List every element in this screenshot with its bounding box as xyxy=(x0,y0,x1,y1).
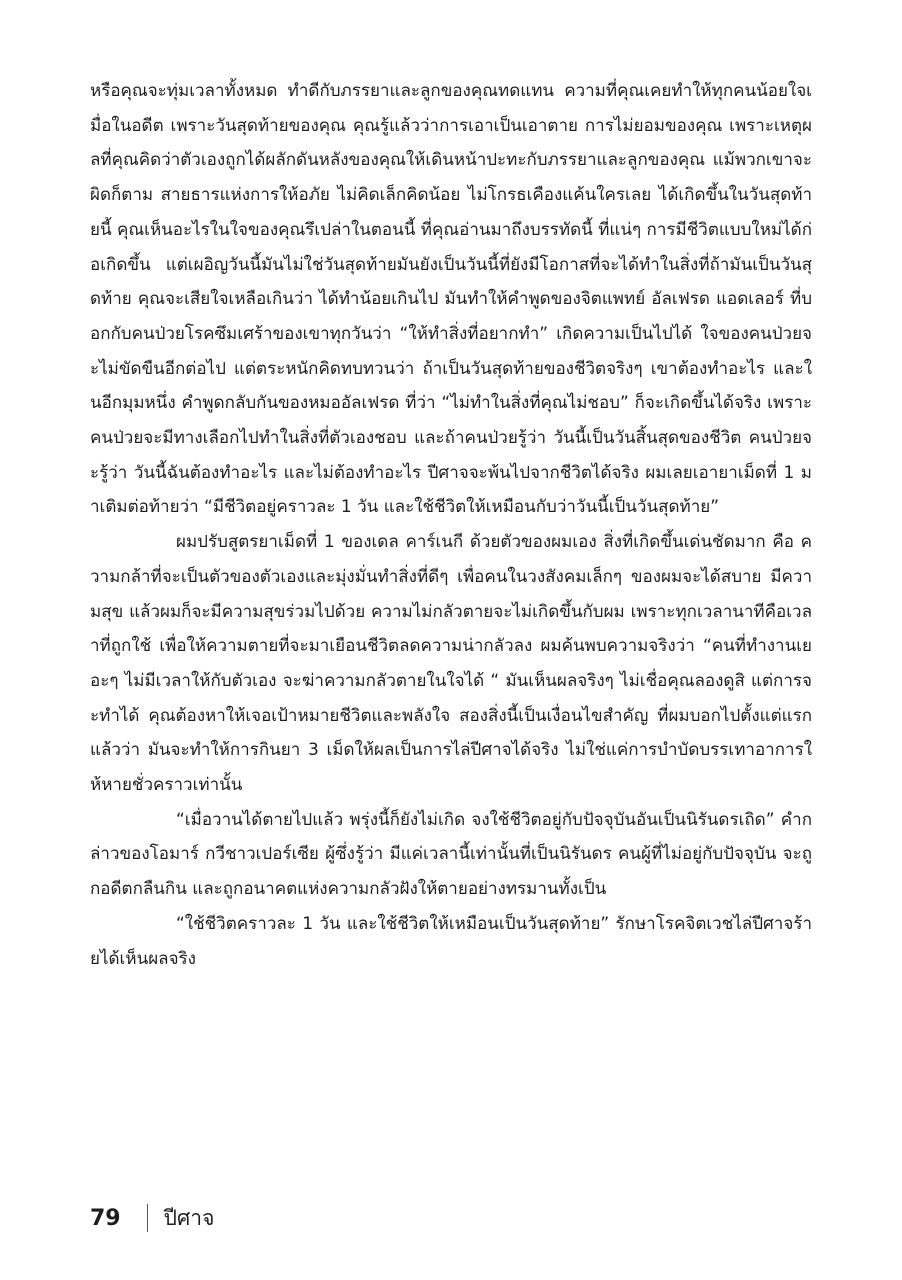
paragraph-conclusion: “ใช้ชีวิตคราวละ 1 วัน และใช้ชีวิตให้เหมือนเป็นวันสุดท้าย” รักษาโรคจิตเวชไล่ปีศาจร้ายได้เห็นผลจริง xyxy=(90,913,812,969)
paragraph-omar-quote: “เมื่อวานได้ตายไปแล้ว พรุ่งนี้ก็ยังไม่เกิด จงใช้ชีวิตอยู่กับปัจจุบันอันเป็นนิรันดรเถิด” คำกล่าวของโอมาร์ กวีชาวเปอร์เซีย ผู้ซึ่งรู้ว่า มีแค่เวลานี้เท่านั้นที่เป็นนิรันดร คนผู้ที่ไม่อยู่กับปัจจุบัน จะถูกอดีตกลืนกิน และถูกอนาคตแห่งความกลัวฝังให้ตายอย่างทรมานทั้งเป็น xyxy=(90,809,812,900)
paragraph-continuation: หรือคุณจะทุ่มเวลาทั้งหมด ทำดีกับภรรยาและลูกของคุณทดแทน ความที่คุณเคยทำให้ทุกคนน้อยใจเมื่อในอดีต เพราะวันสุดท้ายของคุณ คุณรู้แล้วว่าการเอาเป็นเอาตาย การไม่ยอมของคุณ เพราะเหตุผลที่คุณคิดว่าตัวเองถูกได้ผลักดันหลังของคุณให้เดินหน้าปะทะกับภรรยาและลูกของคุณ แม้พวกเขาจะผิดก็ตาม สายธารแห่งการให้อภัย ไม่คิดเล็กคิดน้อย ไม่โกรธเคืองแค้นใครเลย ได้เกิดขึ้นในวันสุดท้ายนี้ คุณเห็นอะไรในใจของคุณรึเปล่าในตอนนี้ ที่คุณอ่านมาถึงบรรทัดนี้ ที่แน่ๆ การมีชีวิตแบบใหม่ได้ก่อเกิดขึ้น แต่เผอิญวันนี้มันไม่ใช่วันสุดท้ายมันยังเป็นวันนี้ที่ยังมีโอกาสที่จะได้ทำในสิ่งที่ถ้ามันเป็นวันสุดท้าย คุณจะเสียใจเหลือเกินว่า ได้ทำน้อยเกินไป มันทำให้คำพูดของจิตแพทย์ อัลเฟรด แอดเลอร์ ที่บอกกับคนป่วยโรคซึมเศร้าของเขาทุกวันว่า “ให้ทำสิ่งที่อยากทำ” เกิดความเป็นไปได้ ใจของคนป่วยจะไม่ขัดขืนอีกต่อไป แต่ตระหนักคิดทบทวนว่า ถ้าเป็นวันสุดท้ายของชีวิตจริงๆ เขาต้องทำอะไร และในอีกมุมหนึ่ง คำพูดกลับกันของหมออัลเฟรด ที่ว่า “ไม่ทำในสิ่งที่คุณไม่ชอบ” ก็จะเกิดขึ้นได้จริง เพราะคนป่วยจะมีทางเลือกไปทำในสิ่งที่ตัวเองชอบ และถ้าคนป่วยรู้ว่า วันนี้เป็นวันสิ้นสุดของชีวิต คนป่วยจะรู้ว่า วันนี้ฉันต้องทำอะไร และไม่ต้องทำอะไร ปีศาจจะพ้นไปจากชีวิตได้จริง ผมเลยเอายาเม็ดที่ 1 มาเติมต่อท้ายว่า “มีชีวิตอยู่คราวละ 1 วัน และใช้ชีวิตให้เหมือนกับว่าวันนี้เป็นวันสุดท้าย” xyxy=(90,81,812,518)
paragraph-carnegie-formula: ผมปรับสูตรยาเม็ดที่ 1 ของเดล คาร์เนกี ด้วยตัวของผมเอง สิ่งที่เกิดขึ้นเด่นชัดมาก คือ ความกล้าที่จะเป็นตัวของตัวเองและมุ่งมั่นทำสิ่งที่ดีๆ เพื่อคนในวงสังคมเล็กๆ ของผมจะได้สบาย มีความสุข แล้วผมก็จะมีความสุขร่วมไปด้วย ความไม่กลัวตายจะไม่เกิดขึ้นกับผม เพราะทุกเวลานาทีคือเวลาที่ถูกใช้ เพื่อให้ความตายที่จะมาเยือนชีวิตลดความน่ากลัวลง ผมค้นพบความจริงว่า “คนที่ทำงานเยอะๆ ไม่มีเวลาให้กับตัวเอง จะฆ่าความกลัวตายในใจได้ “ มันเห็นผลจริงๆ ไม่เชื่อคุณลองดูสิ แต่การจะทำได้ คุณต้องหาให้เจอเป้าหมายชีวิตและพลังใจ สองสิ่งนี้เป็นเงื่อนไขสำคัญ ที่ผมบอกไปตั้งแต่แรกแล้วว่า มันจะทำให้การกินยา 3 เม็ดให้ผลเป็นการไล่ปีศาจได้จริง ไม่ใช่แค่การบำบัดบรรเทาอาการให้หายชั่วคราวเท่านั้น xyxy=(90,532,812,796)
running-title: ปีศาจ xyxy=(163,1205,215,1230)
page-footer xyxy=(90,1200,214,1236)
footer-divider xyxy=(147,1204,148,1232)
page-number: 79 xyxy=(90,1205,121,1231)
body-text xyxy=(90,74,812,976)
